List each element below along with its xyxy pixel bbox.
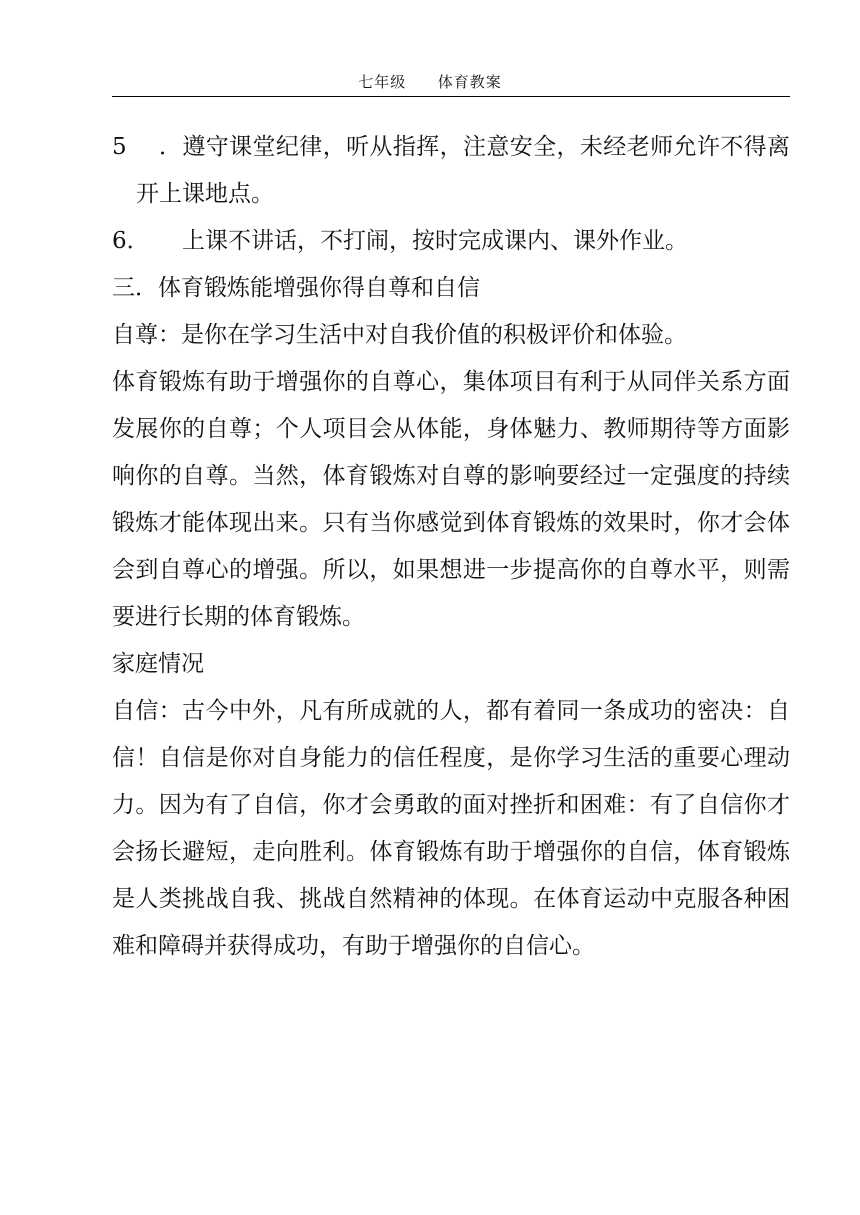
list-item-5-number: 5．	[112, 134, 182, 160]
paragraph-line: 会扬长避短，走向胜利。体育锻炼有助于增强你的自信，体育锻炼	[112, 839, 790, 865]
header-subject: 体育教案	[437, 73, 502, 91]
list-item-5-line-1	[112, 124, 790, 171]
paragraph-line: 难和障碍并获得成功，有助于增强你的自信心。	[112, 933, 595, 959]
list-item-5-line-2: 开上课地点。	[136, 181, 274, 207]
list-item-6	[112, 218, 790, 265]
paragraph-line: 会到自尊心的增强。所以，如果想进一步提高你的自尊水平，则需	[112, 557, 790, 583]
paragraph-line: 力。因为有了自信，你才会勇敢的面对挫折和困难：有了自信你才	[112, 792, 790, 818]
section-heading: 三．体育锻炼能增强你得自尊和自信	[112, 275, 480, 301]
list-item-6-text: 上课不讲话，不打闹，按时完成课内、课外作业。	[182, 228, 688, 254]
header-divider	[112, 96, 790, 97]
paragraph-line: 体育锻炼有助于增强你的自尊心，集体项目有利于从同伴关系方面	[112, 369, 790, 395]
paragraph-line: 信！自信是你对自身能力的信任程度，是你学习生活的重要心理动	[112, 745, 790, 771]
page-header	[0, 72, 860, 92]
paragraph-line: 发展你的自尊；个人项目会从体能，身体魅力、教师期待等方面影	[112, 416, 790, 442]
list-item-6-number: 6．	[112, 228, 150, 254]
family-label: 家庭情况	[112, 651, 204, 677]
header-grade: 七年级	[358, 73, 407, 91]
paragraph-line: 是人类挑战自我、挑战自然精神的体现。在体育运动中克服各种困	[112, 886, 790, 912]
paragraph-line: 自信：古今中外，凡有所成就的人，都有着同一条成功的密决：自	[112, 698, 790, 724]
paragraph-line: 锻炼才能体现出来。只有当你感觉到体育锻炼的效果时，你才会体	[112, 510, 790, 536]
paragraph-line: 响你的自尊。当然，体育锻炼对自尊的影响要经过一定强度的持续	[112, 463, 790, 489]
self-esteem-paragraph	[112, 359, 790, 641]
list-item-5-text: 遵守课堂纪律，听从指挥，注意安全，未经老师允许不得离	[182, 134, 790, 160]
self-esteem-definition: 自尊：是你在学习生活中对自我价值的积极评价和体验。	[112, 322, 687, 348]
paragraph-line: 要进行长期的体育锻炼。	[112, 604, 365, 630]
document-body	[112, 124, 790, 970]
self-confidence-paragraph	[112, 688, 790, 970]
